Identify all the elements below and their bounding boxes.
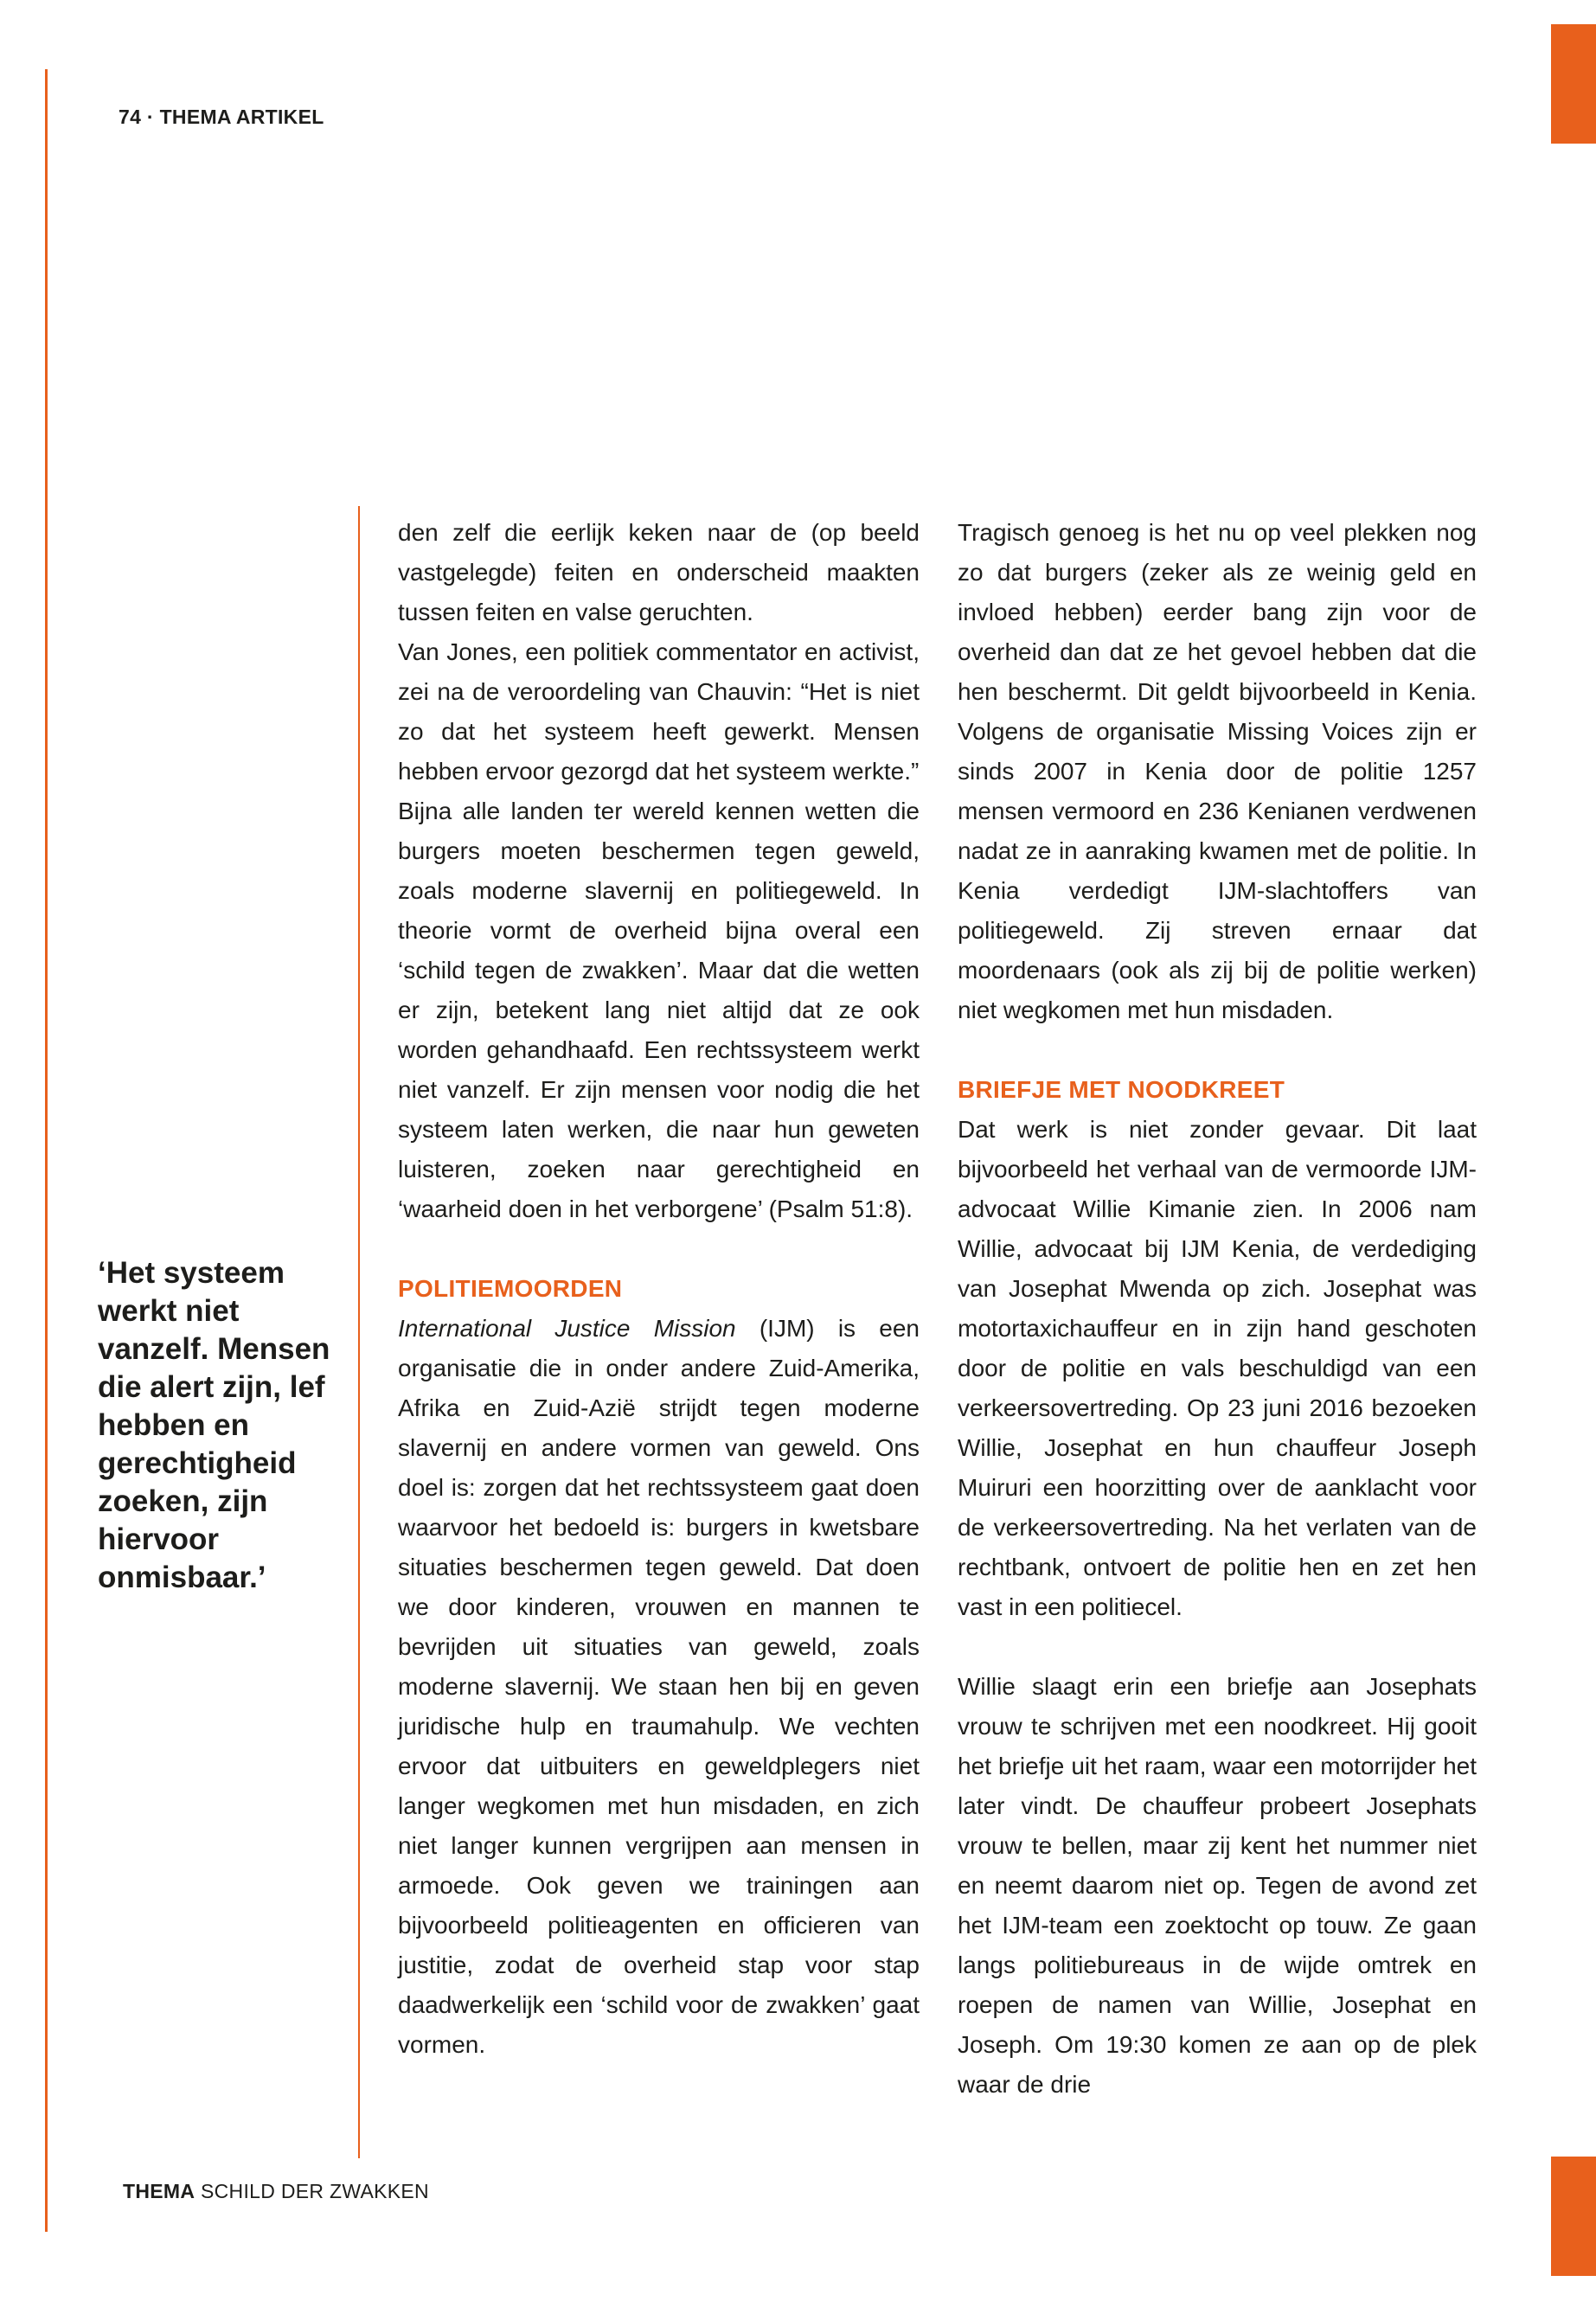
footer-theme-label: THEMA xyxy=(123,2180,195,2202)
margin-rule xyxy=(45,69,48,2232)
running-header xyxy=(119,106,324,129)
paragraph: Willie slaagt erin een briefje aan Josephats vrouw te schrijven met een noodkreet. Hij gooit het briefje uit het raam, waar een motorrijder het later vindt. De chauffeur probeert Josephats vrouw te bellen, maar zij kent het nummer niet en neemt daarom niet op. Tegen de avond zet het IJM-team een zoektocht op touw. Ze gaan langs politiebureaus in de wijde omtrek en roepen de namen van Willie, Josephat en Joseph. Om 19:30 komen ze aan op de plek waar de drie xyxy=(958,1673,1477,2098)
section-label: THEMA ARTIKEL xyxy=(159,106,324,128)
chapter-tab-bottom xyxy=(1551,2157,1596,2276)
running-footer xyxy=(123,2180,429,2203)
paragraph: Dat werk is niet zonder gevaar. Dit laat bijvoorbeeld het verhaal van de vermoorde IJM-advocaat Willie Kimanie zien. In 2006 nam Willie, advocaat bij IJM Kenia, de verdediging van Josephat Mwenda op zich. Josephat was motortaxichauffeur en in zijn hand geschoten door de politie en vals beschuldigd van een verkeersovertreding. Op 23 juni 2016 bezoeken Willie, Josephat en hun chauffeur Joseph Muiruri een hoorzitting over de aanklacht voor de verkeersovertreding. Na het verlaten van de rechtbank, ontvoert de politie hen en zet hen vast in een politiecel. xyxy=(958,1116,1477,1620)
organisation-name: International Justice Mission xyxy=(398,1315,736,1342)
paragraph: den zelf die eerlijk keken naar de (op beeld vastgelegde) feiten en onderscheid maakten tussen feiten en valse geruchten. xyxy=(398,519,920,625)
column-divider xyxy=(358,506,360,2158)
page-number: 74 xyxy=(119,106,142,128)
paragraph xyxy=(398,1309,920,2065)
footer-theme-title: SCHILD DER ZWAKKEN xyxy=(200,2180,429,2202)
chapter-tab-top xyxy=(1551,24,1596,144)
paragraph-text: (IJM) is een organisatie die in onder andere Zuid-Amerika, Afrika en Zuid-Azië strijdt tegen moderne slavernij en andere vormen van geweld. Ons doel is: zorgen dat het rechtssysteem gaat doen waarvoor het bedoeld is: burgers in kwetsbare situaties beschermen tegen geweld. Dat doen we door kinderen, vrouwen en mannen te bevrijden uit situaties van geweld, zoals moderne slavernij. We staan hen bij en geven juridische hulp en traumahulp. We vechten ervoor dat uitbuiters en geweldplegers niet langer wegkomen met hun misdaden, en zich niet langer kunnen vergrijpen aan mensen in armoede. Ook geven we trainingen aan bijvoorbeeld politieagenten en officieren van justitie, zodat de overheid stap voor stap daadwerkelijk een ‘schild voor de zwakken’ gaat vormen. xyxy=(398,1315,920,2058)
paragraph: Bijna alle landen ter wereld kennen wetten die burgers moeten beschermen tegen geweld, zoals moderne slavernij en politiegeweld. In theorie vormt de overheid bijna overal een ‘schild tegen de zwakken’. Maar dat die wetten er zijn, betekent lang niet altijd dat ze ook worden gehandhaafd. Een rechtssysteem werkt niet vanzelf. Er zijn mensen voor nodig die het systeem laten werken, die naar hun geweten luisteren, zoeken naar gerechtigheid en ‘waarheid doen in het verborgene’ (Psalm 51:8). xyxy=(398,798,920,1222)
section-heading: BRIEFJE MET NOODKREET xyxy=(958,1076,1285,1103)
pull-quote: ‘Het systeem werkt niet vanzelf. Mensen die alert zijn, lef hebben en gerechtigheid zoeken, zijn hiervoor onmisbaar.’ xyxy=(98,1256,330,1594)
header-separator: · xyxy=(146,106,154,128)
paragraph: Van Jones, een politiek commentator en activist, zei na de veroordeling van Chauvin: “Het is niet zo dat het systeem heeft gewerkt. Mensen hebben ervoor gezorgd dat het systeem werkte.” xyxy=(398,638,920,785)
article-column-right xyxy=(958,513,1477,2105)
paragraph: Tragisch genoeg is het nu op veel plekken nog zo dat burgers (zeker als ze weinig geld en invloed hebben) eerder bang zijn voor de overheid dan dat ze het gevoel hebben dat die hen beschermt. Dit geldt bijvoorbeeld in Kenia. Volgens de organisatie Missing Voices zijn er sinds 2007 in Kenia door de politie 1257 mensen vermoord en 236 Kenianen verdwenen nadat ze in aanraking kwamen met de politie. In Kenia verdedigt IJM-slachtoffers van politiegeweld. Zij streven ernaar dat moordenaars (ook als zij bij de politie werken) niet wegkomen met hun misdaden. xyxy=(958,519,1477,1023)
section-heading: POLITIEMOORDEN xyxy=(398,1275,623,1302)
article-column-middle xyxy=(398,513,920,2065)
